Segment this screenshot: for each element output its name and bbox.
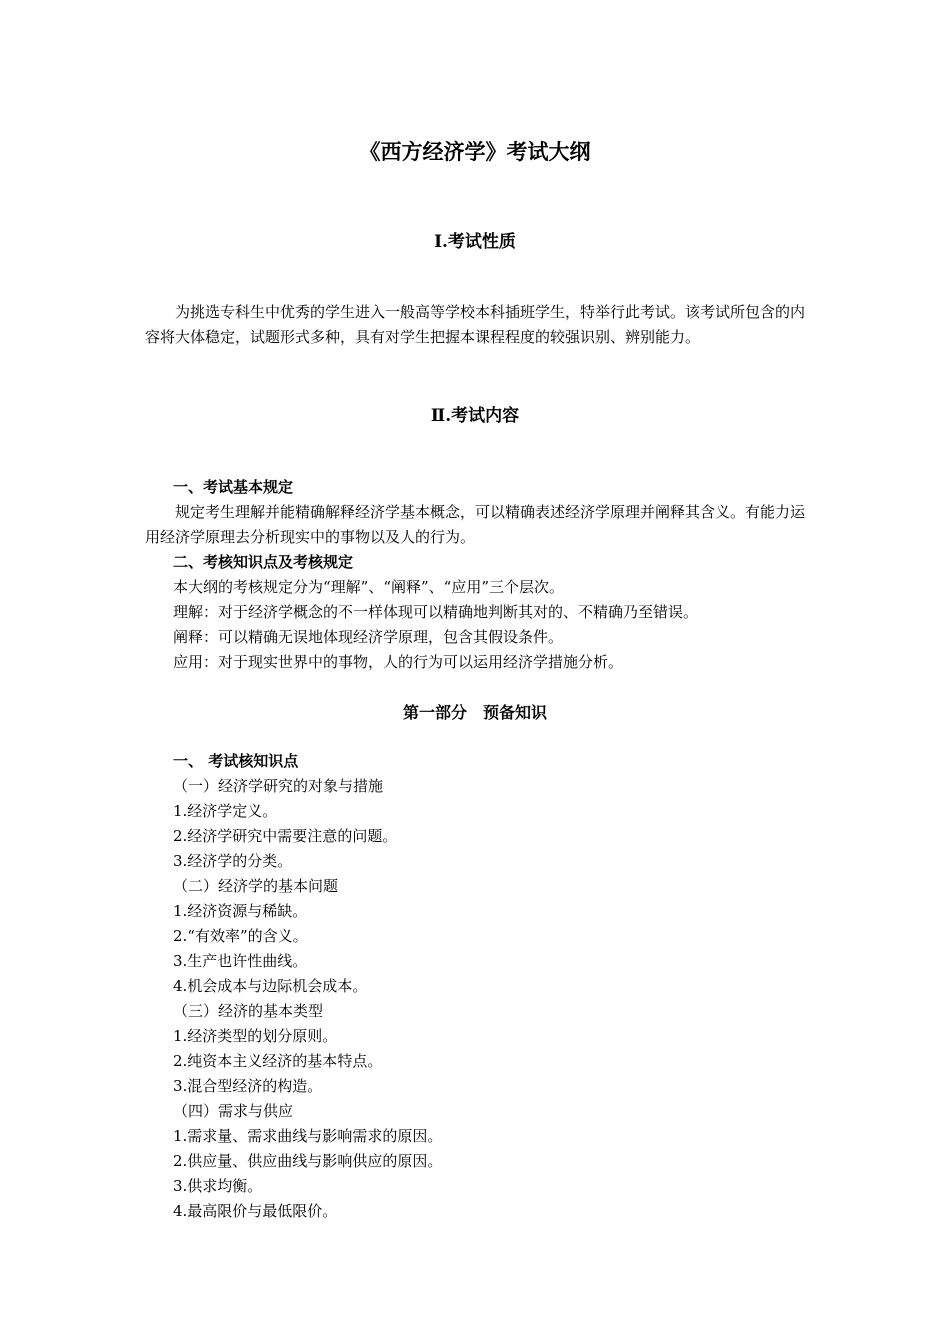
subheading-assessment-points: 二、考核知识点及考核规定 bbox=[173, 553, 354, 571]
outline-item: 3.经济学的分类。 bbox=[173, 852, 293, 870]
exam-nature-paragraph: 为挑选专科生中优秀的学生进入一般高等学校本科插班学生，特举行此考试。该考试所包含的内容将大体稳定，试题形式多种，具有对学生把握本课程程度的较强识别、辨别能力。 bbox=[145, 303, 806, 346]
subheading-basic-requirements: 一、考试基本规定 bbox=[173, 478, 294, 496]
outline-item: （三）经济的基本类型 bbox=[173, 1002, 324, 1020]
assessment-line: 本大纲的考核规定分为“理解”、“阐释”、“应用”三个层次。 bbox=[173, 578, 565, 596]
outline-item: （二）经济学的基本问题 bbox=[173, 877, 339, 895]
part-one-heading: 第一部分 预备知识 bbox=[402, 703, 547, 722]
assessment-line: 理解：对于经济学概念的不一样体现可以精确地判断其对的、不精确乃至错误。 bbox=[173, 603, 699, 621]
outline-item: 1.经济学定义。 bbox=[173, 802, 278, 820]
outline-item: 4.最高限价与最低限价。 bbox=[173, 1202, 338, 1220]
outline-item: 3.供求均衡。 bbox=[173, 1177, 263, 1195]
section-heading-exam-nature: Ⅰ.考试性质 bbox=[434, 232, 516, 252]
document-title: 《西方经济学》考试大纲 bbox=[359, 139, 591, 164]
section-heading-exam-content: Ⅱ.考试内容 bbox=[430, 406, 520, 426]
outline-item: 1.需求量、需求曲线与影响需求的原因。 bbox=[173, 1127, 443, 1145]
outline-item: 2.“有效率”的含义。 bbox=[173, 927, 308, 945]
assessment-line: 阐释：可以精确无误地体现经济学原理，包含其假设条件。 bbox=[173, 628, 564, 646]
outline-item: 3.生产也许性曲线。 bbox=[173, 952, 308, 970]
basic-requirements-paragraph: 规定考生理解并能精确解释经济学基本概念，可以精确表述经济学原理并阐释其含义。有能力运用经济学原理去分析现实中的事物以及人的行为。 bbox=[145, 503, 806, 546]
outline-item: 2.经济学研究中需要注意的问题。 bbox=[173, 827, 398, 845]
outline-item: 1.经济资源与稀缺。 bbox=[173, 902, 308, 920]
assessment-line: 应用：对于现实世界中的事物，人的行为可以运用经济学措施分析。 bbox=[173, 653, 624, 671]
outline-item: 3.混合型经济的构造。 bbox=[173, 1077, 323, 1095]
subheading-knowledge-points: 一、 考试核知识点 bbox=[173, 752, 299, 770]
outline-item: 2.供应量、供应曲线与影响供应的原因。 bbox=[173, 1152, 443, 1170]
outline-item: （一）经济学研究的对象与措施 bbox=[173, 777, 384, 795]
outline-item: 2.纯资本主义经济的基本特点。 bbox=[173, 1052, 383, 1070]
outline-item: 4.机会成本与边际机会成本。 bbox=[173, 977, 368, 995]
outline-item: 1.经济类型的划分原则。 bbox=[173, 1027, 338, 1045]
outline-item: （四）需求与供应 bbox=[173, 1102, 294, 1120]
